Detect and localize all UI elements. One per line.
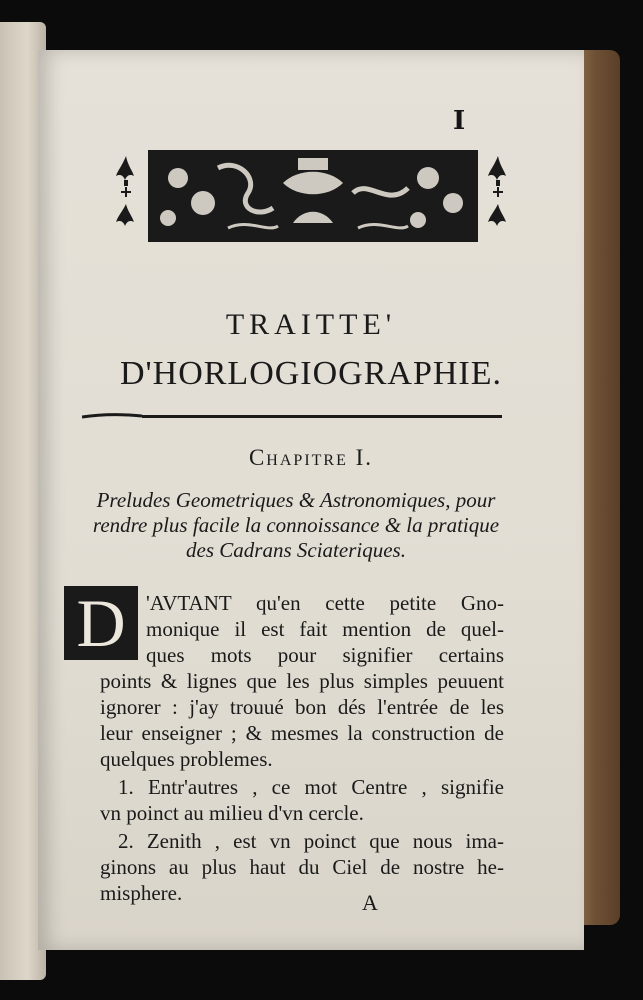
- drop-cap: [64, 586, 138, 660]
- body-line: points & lignes que les plus simples peuuent: [100, 669, 504, 693]
- body-line: misphere.: [100, 881, 183, 905]
- book-page: [38, 50, 584, 950]
- title-line-2: D'HORLOGIOGRAPHIE.: [119, 355, 503, 392]
- fleur-de-lis-icon: [116, 156, 134, 226]
- chapter-subtitle: Preludes Geometriques & Astronomiques, pour rendre plus facile la connoissance & la pratique des Cadrans Sciateriques.: [92, 488, 500, 562]
- fleur-de-lis-icon: [488, 156, 506, 226]
- body-line: vn poinct au milieu d'vn cercle.: [100, 801, 364, 825]
- chapter-heading: Chapitre I.: [248, 445, 374, 470]
- page-number: I: [453, 106, 466, 136]
- body-line: ques mots pour signifier certains: [146, 643, 504, 667]
- title-line-1: TRAITTE': [225, 308, 397, 341]
- double-rule: [82, 411, 502, 423]
- body-line: 1. Entr'autres , ce mot Centre , signifie: [118, 775, 504, 799]
- drop-cap-letter: D: [76, 585, 126, 661]
- body-line: quelques problemes.: [100, 747, 273, 771]
- book-edge: [578, 50, 620, 925]
- body-line: 2. Zenith , est vn poinct que nous ima-: [118, 829, 504, 853]
- body-line: monique il est fait mention de quel-: [146, 617, 504, 641]
- body-line: leur enseigner ; & mesmes la construction de: [100, 721, 504, 745]
- body-line: ginons au plus haut du Ciel de nostre he-: [100, 855, 504, 879]
- body-line: ignorer : j'ay trouué bon dés l'entrée de les: [100, 695, 504, 719]
- body-line: 'AVTANT qu'en cette petite Gno-: [146, 591, 504, 615]
- woodcut-ornament: [108, 148, 518, 293]
- signature-mark: A: [362, 890, 378, 915]
